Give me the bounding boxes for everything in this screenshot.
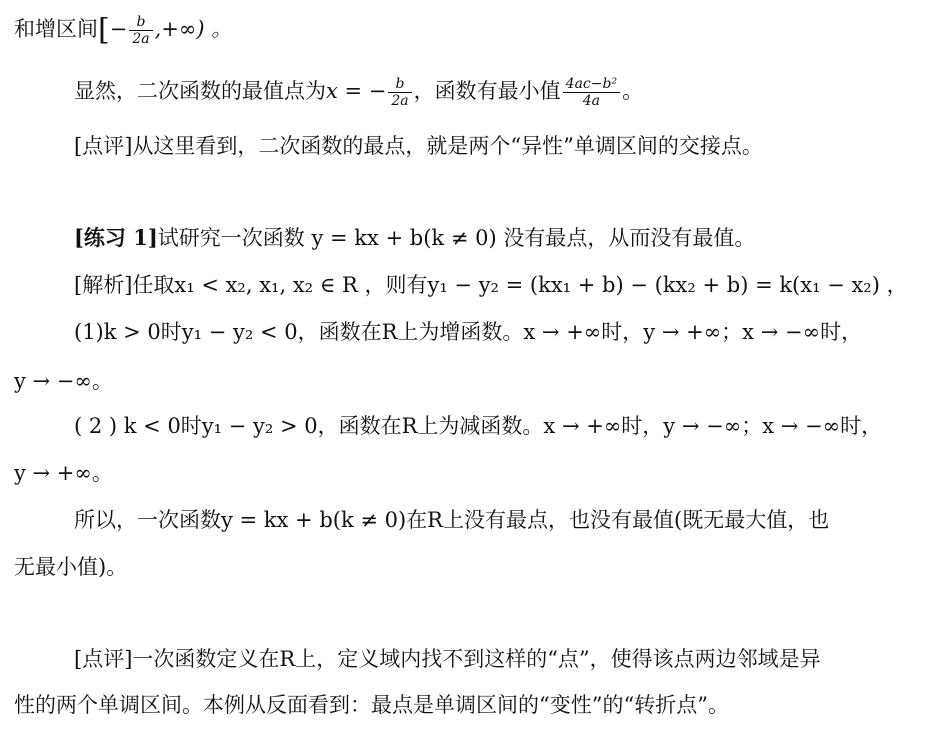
text-line-9 — [14, 458, 113, 488]
line-1-prefix: 和增区间 — [14, 17, 98, 41]
line-2-suffix: 。 — [622, 79, 644, 103]
line-1-fraction — [129, 14, 152, 47]
line-7-text: y → −∞。 — [14, 369, 113, 393]
line-10-text: 所以，一次函数y = kx + b(k ≠ 0)在R上没有最点，也没有最值(既无最大值，也 — [74, 508, 830, 532]
line-4-label: [练习 1] — [74, 225, 158, 250]
text-line-7 — [14, 366, 113, 396]
text-line-13 — [14, 690, 729, 720]
line-4-text: 试研究一次函数 y = kx + b(k ≠ 0) 没有最点，从而没有最值。 — [157, 226, 756, 250]
line-1-suffix: ,+∞) 。 — [154, 17, 233, 41]
text-line-5 — [74, 270, 908, 300]
line-1-frac-den: 2a — [132, 31, 150, 47]
line-11-text: 无最小值)。 — [14, 555, 128, 579]
text-line-11 — [14, 552, 127, 582]
text-line-10 — [74, 505, 829, 535]
text-line-12 — [74, 644, 821, 674]
line-8-text: ( 2 ) k < 0时y₁ − y₂ > 0，函数在R上为减函数。x → +∞时，y → −∞；x → −∞时， — [74, 414, 883, 438]
text-line-3 — [74, 131, 763, 161]
line-6-text: (1)k > 0时y₁ − y₂ < 0，函数在R上为增函数。x → +∞时，y → +∞；x → −∞时， — [74, 320, 863, 344]
line-3-text: [点评]从这里看到，二次函数的最点，就是两个“异性”单调区间的交接点。 — [74, 134, 763, 158]
line-1-frac-num: b — [129, 14, 152, 31]
line-2-fraction — [388, 76, 411, 109]
line-2-frac-den: 2a — [391, 93, 409, 109]
line-2-frac2-num: 4ac−b² — [563, 76, 620, 93]
text-line-1 — [14, 14, 232, 47]
line-2-frac2-den: 4a — [582, 93, 600, 109]
line-2-math: x = − — [326, 79, 387, 103]
line-12-text: [点评]一次函数定义在R上，定义域内找不到这样的“点”，使得该点两边邻域是异 — [74, 647, 821, 671]
line-2-fraction-2 — [563, 76, 620, 109]
text-line-4 — [74, 223, 755, 253]
line-1-open-bracket: [ — [98, 12, 110, 48]
line-1-minus: − — [109, 17, 128, 41]
line-5-text: [解析]任取x₁ < x₂, x₁, x₂ ∈ R ，则有y₁ − y₂ = (kx₁ + b) − (kx₂ + b) = k(x₁ − x₂) ， — [74, 273, 908, 297]
line-9-text: y → +∞。 — [14, 461, 113, 485]
line-2-mid: ，函数有最小值 — [413, 79, 561, 103]
text-line-8 — [74, 411, 882, 441]
text-line-6 — [74, 317, 862, 347]
line-2-frac-num: b — [388, 76, 411, 93]
text-line-2 — [74, 76, 643, 109]
line-13-text: 性的两个单调区间。本例从反面看到：最点是单调区间的“变性”的“转折点”。 — [14, 693, 729, 717]
line-2-prefix: 显然，二次函数的最值点为 — [74, 79, 326, 103]
